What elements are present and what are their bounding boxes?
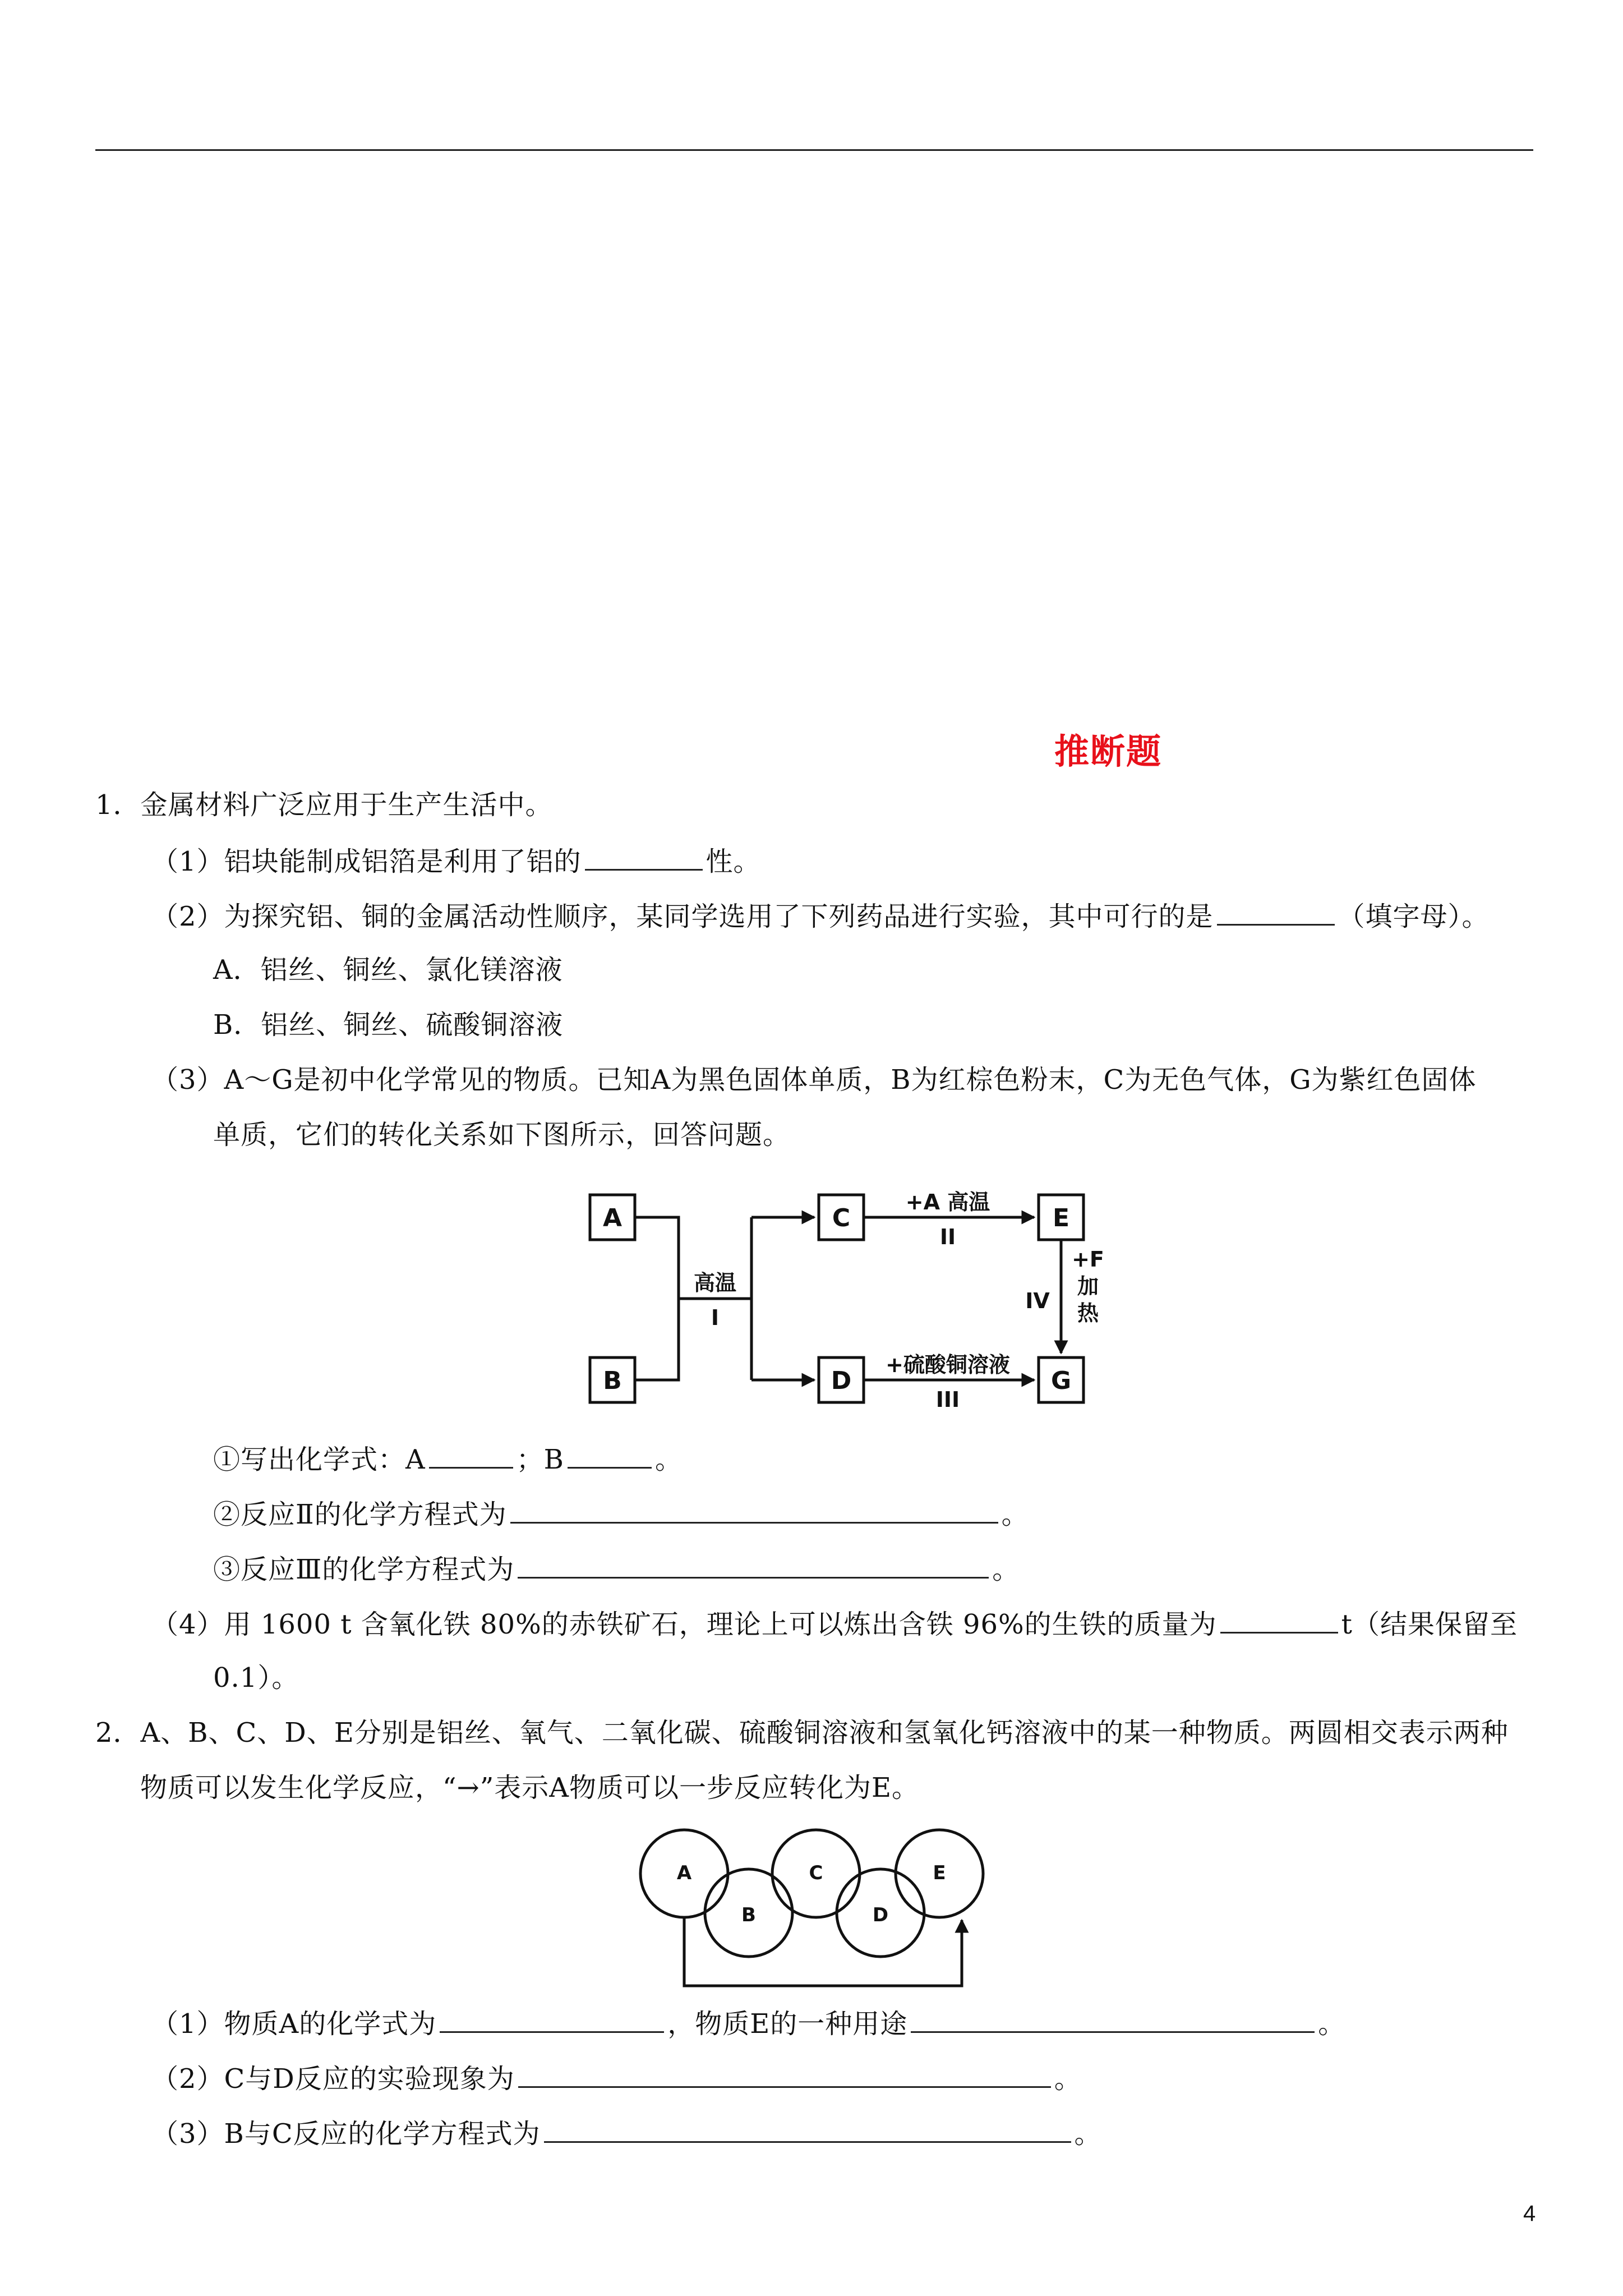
q1-sub2-end: 。 (1001, 1499, 1029, 1530)
reaction-iii-number: III (935, 1387, 960, 1412)
q1-part1-text: （1）铝块能制成铝箔是利用了铝的 (151, 846, 582, 877)
q1-part1-suffix: 性。 (706, 846, 761, 877)
q1-sub2 (213, 1496, 1029, 1531)
q2-part3-text: （3）B与C反应的化学方程式为 (151, 2118, 541, 2150)
reaction-ii-condition: +A 高温 (905, 1190, 990, 1214)
circle-b-label: B (741, 1904, 756, 1926)
section-title: 推断题 (1054, 731, 1163, 772)
q1-part4-text: （4）用 1600 t 含氧化铁 80%的赤铁矿石，理论上可以炼出含铁 96%的生铁的质量为 (151, 1609, 1217, 1640)
node-g-label: G (1050, 1366, 1072, 1395)
header-rule (95, 149, 1533, 151)
node-e-label: E (1052, 1204, 1070, 1232)
q1-part1-blank[interactable] (585, 843, 703, 871)
q1-sub1-blank-a[interactable] (429, 1441, 513, 1469)
q1-sub1 (213, 1441, 683, 1476)
q1-part2-blank[interactable] (1217, 898, 1335, 926)
q1-part1 (151, 843, 761, 878)
node-d-label: D (831, 1366, 852, 1395)
q1-part4 (151, 1606, 1518, 1641)
reaction-ii-number: II (939, 1225, 956, 1249)
q2-part2-text: （2）C与D反应的实验现象为 (151, 2063, 515, 2095)
node-a-label: A (602, 1204, 623, 1232)
reaction-iv-cond-char1: 加 (1077, 1274, 1099, 1299)
q1-option-a: A．铝丝、铜丝、氯化镁溶液 (213, 954, 563, 986)
reaction-i-left-bracket (635, 1217, 679, 1380)
q2-part1 (151, 2005, 1345, 2041)
q1-sub3-blank[interactable] (518, 1551, 989, 1579)
q2-part1-blank-b[interactable] (911, 2005, 1315, 2033)
q1-part4-suffix: t（结果保留至 (1341, 1609, 1518, 1640)
node-b-label: B (603, 1366, 622, 1395)
reaction-iv-reagent: +F (1072, 1247, 1104, 1272)
circle-c-label: C (809, 1862, 823, 1884)
q1-part2 (151, 898, 1490, 933)
q1-option-b: B．铝丝、铜丝、硫酸铜溶液 (213, 1009, 564, 1041)
q2-part1-mid: ，物质E的一种用途 (667, 2008, 908, 2040)
q1-sub1-mid: ；B (516, 1444, 564, 1475)
reaction-iv-number: IV (1025, 1289, 1050, 1313)
q2-part2-blank[interactable] (518, 2060, 1051, 2088)
q1-part4-blank[interactable] (1220, 1606, 1338, 1634)
q2-part1-end: 。 (1318, 2008, 1346, 2040)
q2-part3 (151, 2115, 1102, 2151)
q1-sub2-blank[interactable] (510, 1496, 998, 1524)
q1-part4-line2: 0.1）。 (213, 1662, 299, 1694)
q1-sub1-text: ①写出化学式：A (213, 1444, 426, 1475)
reaction-i-number: I (711, 1305, 720, 1330)
q1-sub3-end: 。 (992, 1554, 1020, 1585)
q2-stem-line2: 物质可以发生化学反应，“→”表示A物质可以一步反应转化为E。 (140, 1772, 920, 1803)
node-c-label: C (832, 1204, 851, 1232)
q2-part2 (151, 2060, 1082, 2096)
q2-part1-blank-a[interactable] (440, 2005, 664, 2033)
q1-part3-line2: 单质，它们的转化关系如下图所示，回答问题。 (213, 1119, 791, 1151)
q2-part1-text: （1）物质A的化学式为 (151, 2008, 437, 2040)
q1-sub3 (213, 1551, 1020, 1586)
reaction-i-condition: 高温 (693, 1271, 737, 1295)
circle-d-label: D (872, 1904, 889, 1926)
q1-sub1-blank-b[interactable] (568, 1441, 652, 1469)
q1-sub3-text: ③反应Ⅲ的化学方程式为 (213, 1554, 515, 1585)
reaction-iii-condition: +硫酸铜溶液 (886, 1352, 1010, 1377)
q1-stem: 1．金属材料广泛应用于生产生活中。 (95, 789, 553, 821)
q2-part3-blank[interactable] (544, 2115, 1071, 2143)
reaction-iv-cond-char2: 热 (1077, 1301, 1099, 1326)
reaction-flowchart (583, 1184, 1122, 1419)
q1-sub1-end: 。 (654, 1444, 683, 1475)
circle-e-label: E (933, 1862, 946, 1884)
circle-a-label: A (676, 1862, 692, 1884)
q2-part2-end: 。 (1054, 2063, 1082, 2095)
q2-stem-line1: 2．A、B、C、D、E分别是铝丝、氧气、二氧化碳、硫酸铜溶液和氢氧化钙溶液中的某一种物质。两圆相交表示两种 (95, 1717, 1509, 1749)
q2-part3-end: 。 (1074, 2118, 1102, 2150)
page-number: 4 (1523, 2201, 1536, 2226)
q1-sub2-text: ②反应Ⅱ的化学方程式为 (213, 1499, 507, 1530)
q1-part3-line1: （3）A～G是初中化学常见的物质。已知A为黑色固体单质，B为红棕色粉末，C为无色气体，G为紫红色固体 (151, 1064, 1477, 1096)
reaction-circles-diagram (634, 1826, 993, 2000)
q1-part2-text: （2）为探究铝、铜的金属活动性顺序，某同学选用了下列药品进行实验，其中可行的是 (151, 901, 1214, 932)
q1-part2-suffix: （填字母）。 (1338, 901, 1490, 932)
